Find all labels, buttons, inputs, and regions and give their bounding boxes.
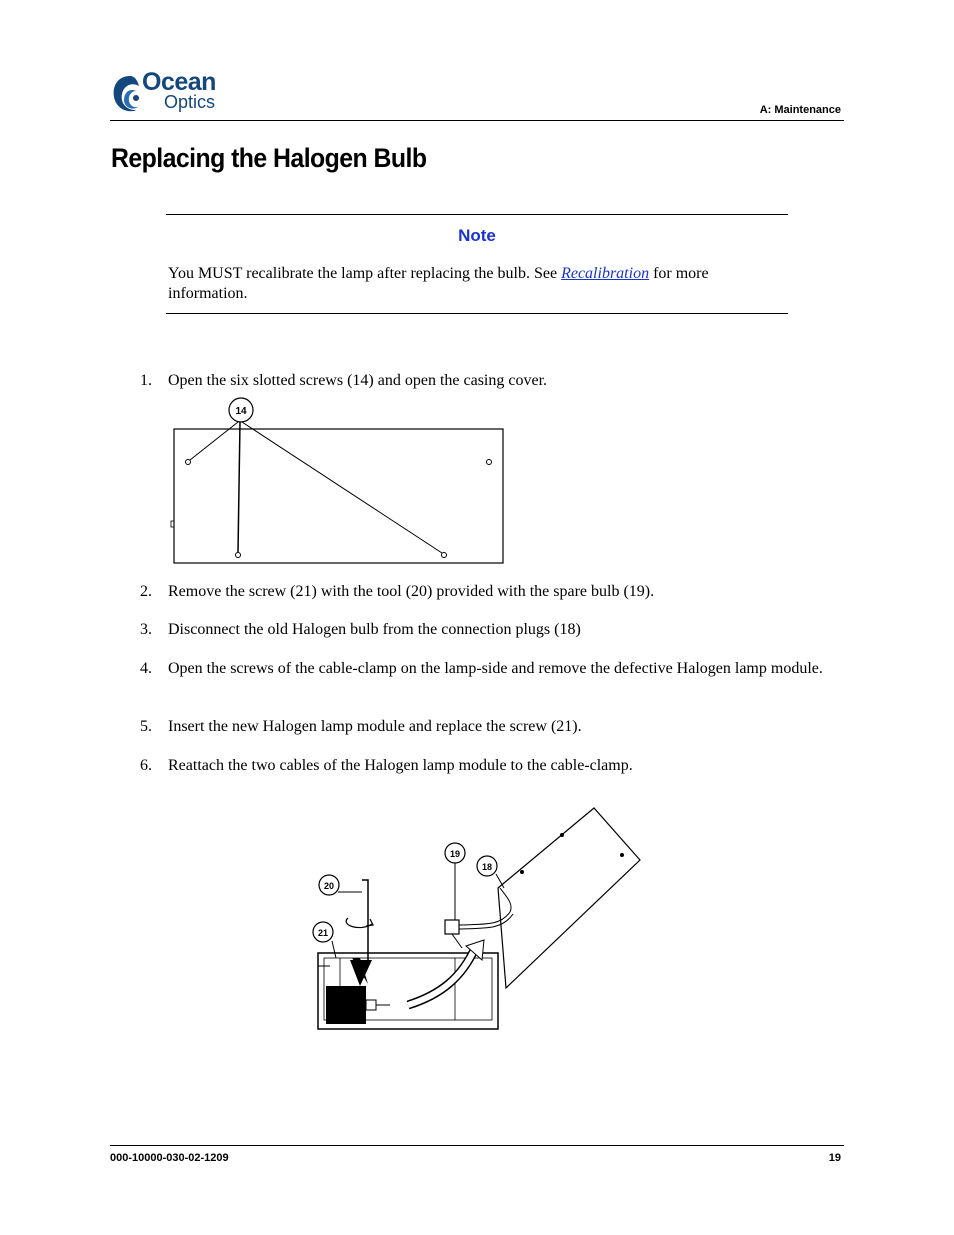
note-text-before: You MUST recalibrate the lamp after replacing the bulb. See [168,265,562,282]
note-heading: Note [458,226,496,245]
screw-icon [236,553,241,558]
document-number: 000-10000-030-02-1209 [110,1152,229,1164]
callout-18-label: 18 [481,862,493,872]
header-divider [110,120,844,121]
screw-icon [186,460,191,465]
step-number: 5. [140,718,152,735]
step-number: 2. [140,583,152,600]
logo-wordmark-ocean: Ocean [142,68,216,96]
section-label: A: Maintenance [759,104,841,116]
recalibration-link[interactable]: Recalibration [561,265,650,282]
lamp-module-figure [300,800,650,1040]
ocean-optics-logo [110,70,230,116]
note-body [168,264,778,304]
step-text: Open the screws of the cable-clamp on the lamp-side and remove the defective Halogen lamp module. [168,660,823,677]
note-text-after: for more information. [168,265,709,302]
step-number: 6. [140,757,152,774]
step-number: 3. [140,621,152,638]
step-number: 4. [140,660,152,677]
callout-14-label: 14 [235,406,247,417]
callout-19-label: 19 [449,849,461,859]
page-title: Replacing the Halogen Bulb [111,143,427,173]
casing-outline [174,429,503,563]
screw-icon [442,553,447,558]
logo-wordmark-optics: Optics [164,92,216,112]
step-number: 1. [140,372,152,389]
step-text: Remove the screw (21) with the tool (20) provided with the spare bulb (19). [168,583,655,600]
footer-divider [110,1145,844,1146]
callout-21-label: 21 [317,928,329,938]
casing-cover-figure [168,396,508,568]
step-text: Reattach the two cables of the Halogen lamp module to the cable-clamp. [168,757,633,774]
page-number: 19 [828,1152,841,1164]
note-box [166,214,788,314]
spare-bulb-19 [445,920,459,934]
step-text: Disconnect the old Halogen bulb from the connection plugs (18) [168,621,581,638]
callout-20-label: 20 [323,881,335,891]
step-text: Insert the new Halogen lamp module and replace the screw (21). [168,718,582,735]
step-text: Open the six slotted screws (14) and open the casing cover. [168,372,548,389]
halogen-bulb-module [326,986,366,1024]
tool-20 [362,880,368,960]
down-arrow-icon [350,960,372,986]
open-cover [498,808,640,988]
screw-icon [487,460,492,465]
